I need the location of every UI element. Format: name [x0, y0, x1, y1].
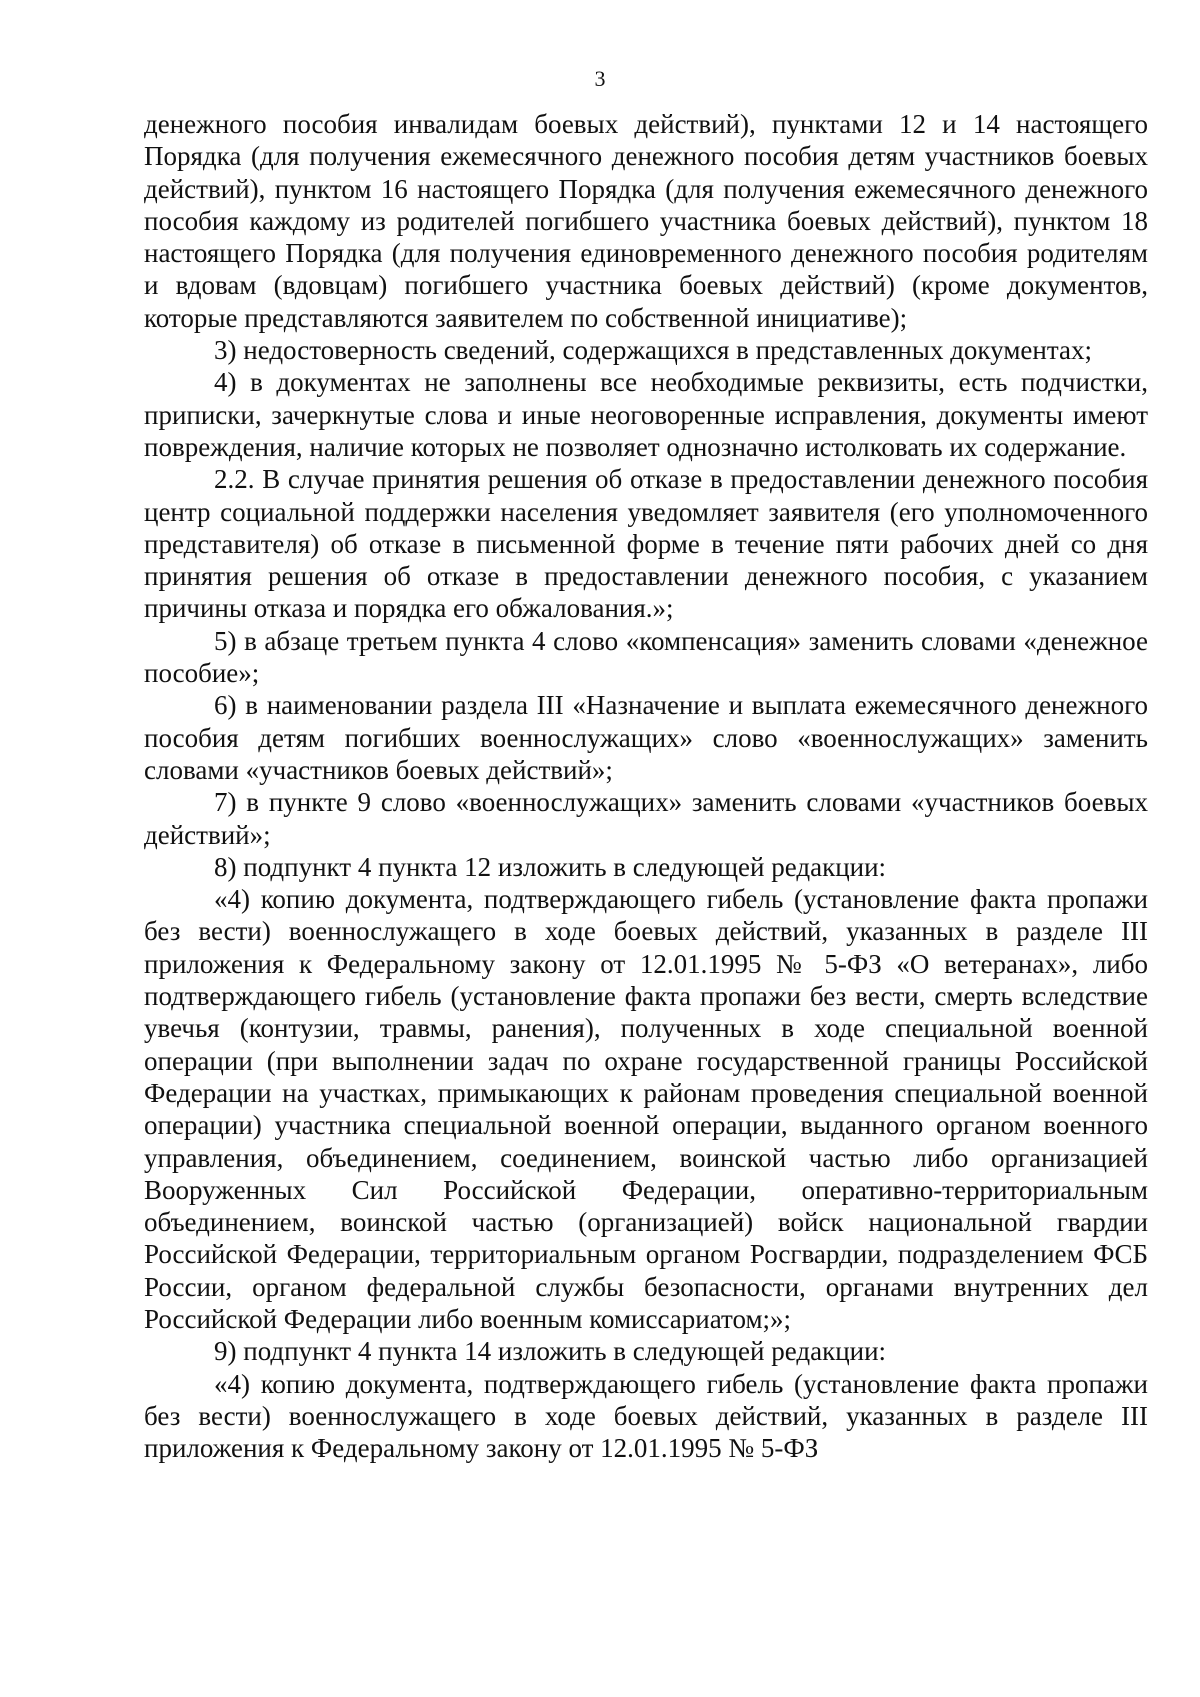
paragraph: 5) в абзаце третьем пункта 4 слово «компенсация» заменить словами «денежное пособие»;: [144, 625, 1148, 689]
paragraph: 8) подпункт 4 пункта 12 изложить в следующей редакции:: [214, 851, 887, 882]
paragraph: «4) копию документа, подтверждающего гибель (установление факта пропажи без вести) военнослужащего в ходе боевых действий, указанных в разделе III приложения к Федеральному закону от 12.01.1995 № 5-ФЗ: [144, 1368, 1148, 1464]
paragraph: 3) недостоверность сведений, содержащихся в представленных документах;: [214, 335, 1092, 366]
document-body: [144, 108, 1148, 1464]
paragraph: 9) подпункт 4 пункта 14 изложить в следующей редакции:: [214, 1336, 887, 1367]
paragraph: 6) в наименовании раздела III «Назначение и выплата ежемесячного денежного пособия детям погибших военнослужащих» слово «военнослужащих» заменить словами «участников боевых действий»;: [144, 690, 1148, 785]
paragraph: 7) в пункте 9 слово «военнослужащих» заменить словами «участников боевых действий»;: [144, 787, 1148, 850]
paragraph: «4) копию документа, подтверждающего гибель (установление факта пропажи без вести) военнослужащего в ходе боевых действий, указанных в разделе III приложения к Федеральному закону от 12.01.1995 № 5-ФЗ «О ветеранах», либо подтверждающего гибель (установление факта пропажи без вести, смерть вследствие увечья (контузии, травмы, ранения), полученных в ходе специальной военной операции (при выполнении задач по охране государственной границы Российской Федерации на участках, примыкающих к районам проведения специальной военной операции) участника специальной военной операции, выданного органом военного управления, объединением, соединением, воинской частью либо организацией Вооруженных Сил Российской Федерации, оперативно-территориальным объединением, воинской частью (организацией) войск национальной гвардии Российской Федерации, территориальным органом Росгвардии, подразделением ФСБ России, органом федеральной службы безопасности, органами внутренних дел Российской Федерации либо военным комиссариатом;»;: [144, 884, 1148, 1334]
paragraph: 4) в документах не заполнены все необходимые реквизиты, есть подчистки, приписки, зачеркнутые слова и иные неоговоренные исправления, документы имеют повреждения, наличие которых не позволяет однозначно истолковать их содержание.: [144, 367, 1148, 462]
paragraph: 2.2. В случае принятия решения об отказе в предоставлении денежного пособия центр социальной поддержки населения уведомляет заявителя (его уполномоченного представителя) об отказе в письменной форме в течение пяти рабочих дней со дня принятия решения об отказе в предоставлении денежного пособия, с указанием причины отказа и порядка его обжалования.»;: [144, 464, 1148, 624]
page-number: 3: [594, 66, 606, 91]
paragraph: денежного пособия инвалидам боевых действий), пунктами 12 и 14 настоящего Порядка (для получения ежемесячного денежного пособия детям участников боевых действий), пунктом 16 настоящего Порядка (для получения ежемесячного денежного пособия каждому из родителей погибшего участника боевых действий), пунктом 18 настоящего Порядка (для получения единовременного денежного пособия родителям и вдовам (вдовцам) погибшего участника боевых действий) (кроме документов, которые представляются заявителем по собственной инициативе);: [144, 109, 1148, 333]
